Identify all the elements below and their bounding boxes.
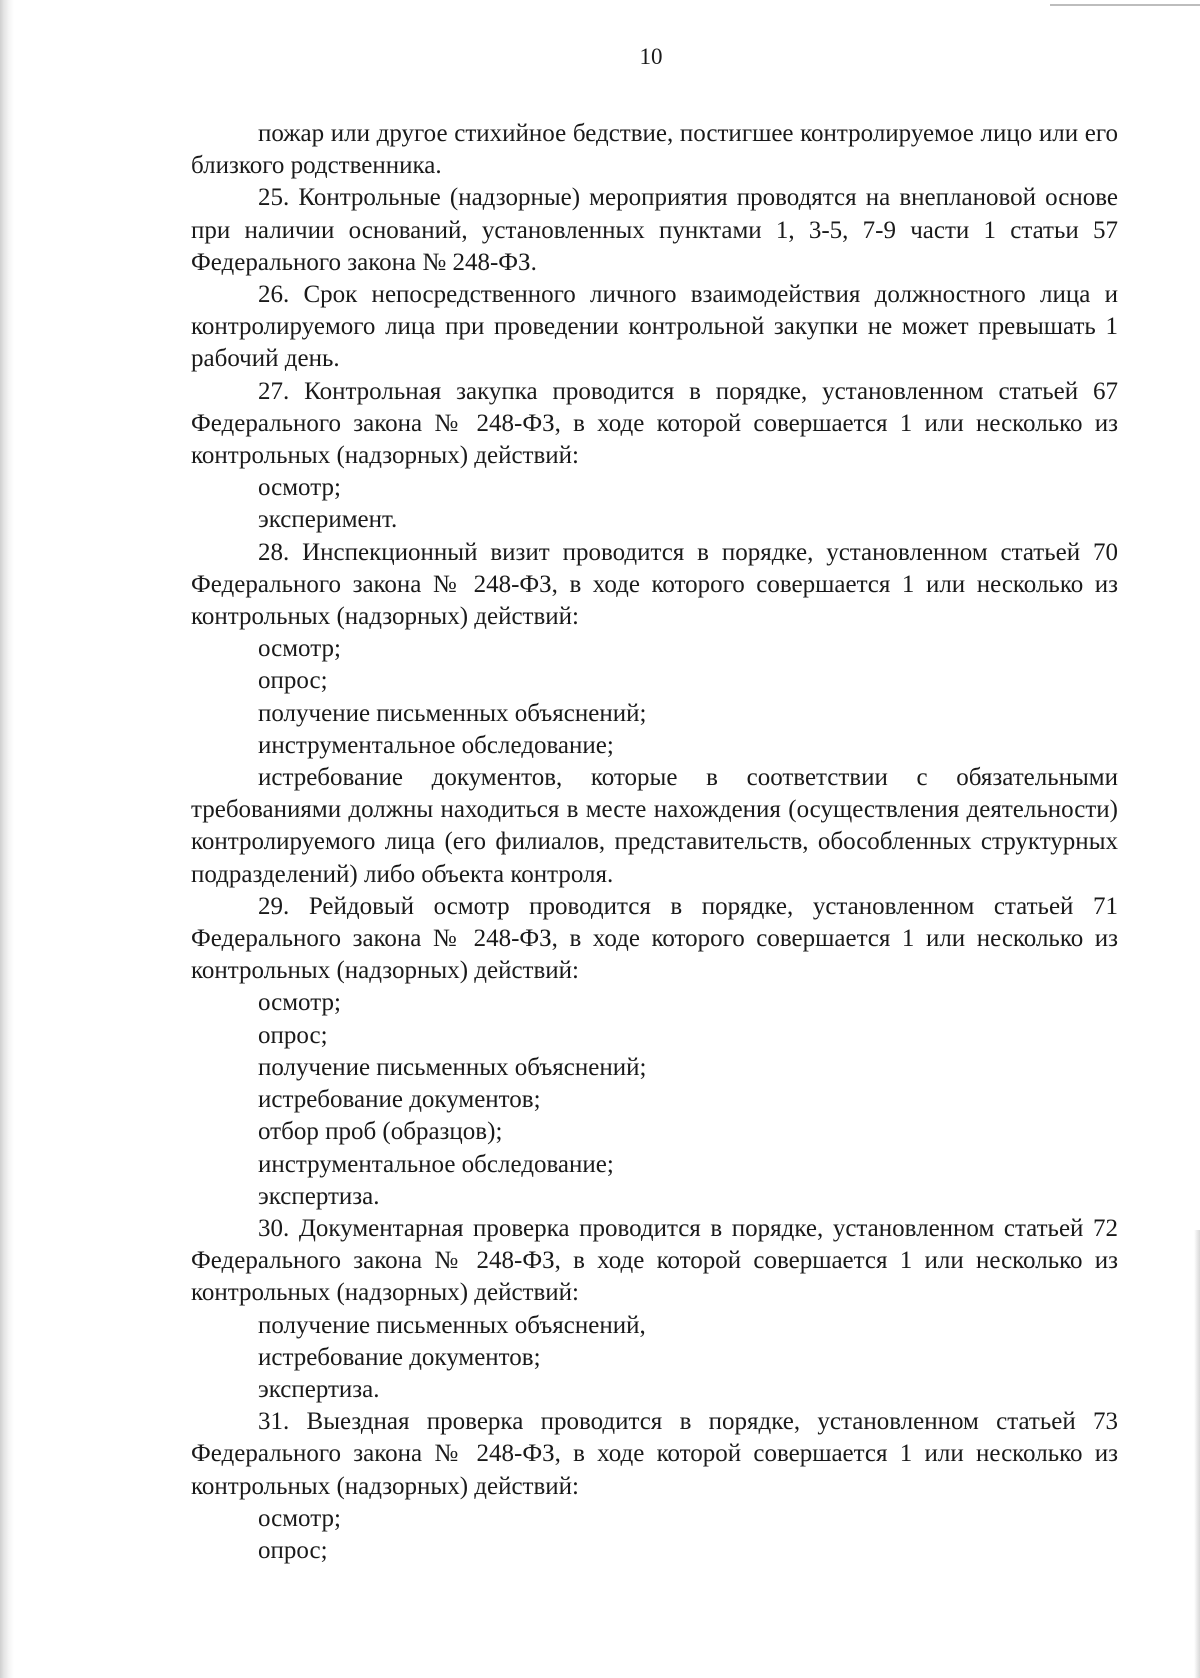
page-number: 10 (639, 44, 663, 69)
scan-edge-right (1194, 1230, 1200, 1678)
list-item: получение письменных объяснений; (258, 1053, 647, 1081)
list-item: эксперимент. (258, 506, 398, 534)
list-item: получение письменных объяснений; (258, 699, 647, 727)
paragraph-28: 28. Инспекционный визит проводится в порядке, установленном статьей 70 Федерального закона № 248-ФЗ, в ходе которого совершается 1 или несколько из контрольных (надзорных) действий: (191, 538, 1118, 631)
paragraph-30: 30. Документарная проверка проводится в порядке, установленном статьей 72 Федерального закона № 248-ФЗ, в ходе которой совершается 1 или несколько из контрольных (надзорных) действий: (191, 1214, 1118, 1307)
list-item: опрос; (258, 667, 328, 695)
list-item: экспертиза. (258, 1375, 380, 1403)
list-item: инструментальное обследование; (258, 731, 614, 759)
list-item: истребование документов; (258, 1343, 541, 1371)
list-item: истребование документов, которые в соответствии с обязательными требованиями должны находиться в месте нахождения (осуществления деятельности) контролируемого лица (его филиалов, представительств, обособленных структурных подразделений) либо объекта контроля. (191, 764, 1118, 888)
paragraph-31: 31. Выездная проверка проводится в порядке, установленном статьей 73 Федерального закона № 248-ФЗ, в ходе которой совершается 1 или несколько из контрольных (надзорных) действий: (191, 1408, 1118, 1500)
paragraph-27: 27. Контрольная закупка проводится в порядке, установленном статьей 67 Федерального закона № 248-ФЗ, в ходе которой совершается 1 или несколько из контрольных (надзорных) действий: (191, 377, 1118, 470)
list-item: осмотр; (258, 474, 341, 502)
paragraph-26: 26. Срок непосредственного личного взаимодействия должностного лица и контролируемого лица при проведении контрольной закупки не может превышать 1 рабочий день. (191, 281, 1118, 373)
scan-top-mark (1050, 4, 1200, 6)
list-item: инструментальное обследование; (258, 1150, 614, 1178)
list-item: осмотр; (258, 989, 341, 1017)
list-item: экспертиза. (258, 1182, 380, 1210)
paragraph-continuation: пожар или другое стихийное бедствие, постигшее контролируемое лицо или его близкого родственника. (191, 120, 1118, 180)
scan-edge-left (0, 0, 14, 1678)
list-item: осмотр; (258, 1504, 341, 1532)
list-item: осмотр; (258, 635, 341, 663)
list-item: опрос; (258, 1021, 328, 1049)
list-item: отбор проб (образцов); (258, 1118, 503, 1146)
paragraph-25: 25. Контрольные (надзорные) мероприятия проводятся на внеплановой основе при наличии оснований, установленных пунктами 1, 3-5, 7-9 части 1 статьи 57 Федерального закона № 248-ФЗ. (191, 184, 1118, 276)
document-body (191, 118, 1118, 1567)
list-item: истребование документов; (258, 1086, 541, 1114)
paragraph-29: 29. Рейдовый осмотр проводится в порядке, установленном статьей 71 Федерального закона № 248-ФЗ, в ходе которого совершается 1 или несколько из контрольных (надзорных) действий: (191, 892, 1118, 985)
list-item: опрос; (258, 1536, 328, 1564)
list-item: получение письменных объяснений, (258, 1311, 646, 1339)
